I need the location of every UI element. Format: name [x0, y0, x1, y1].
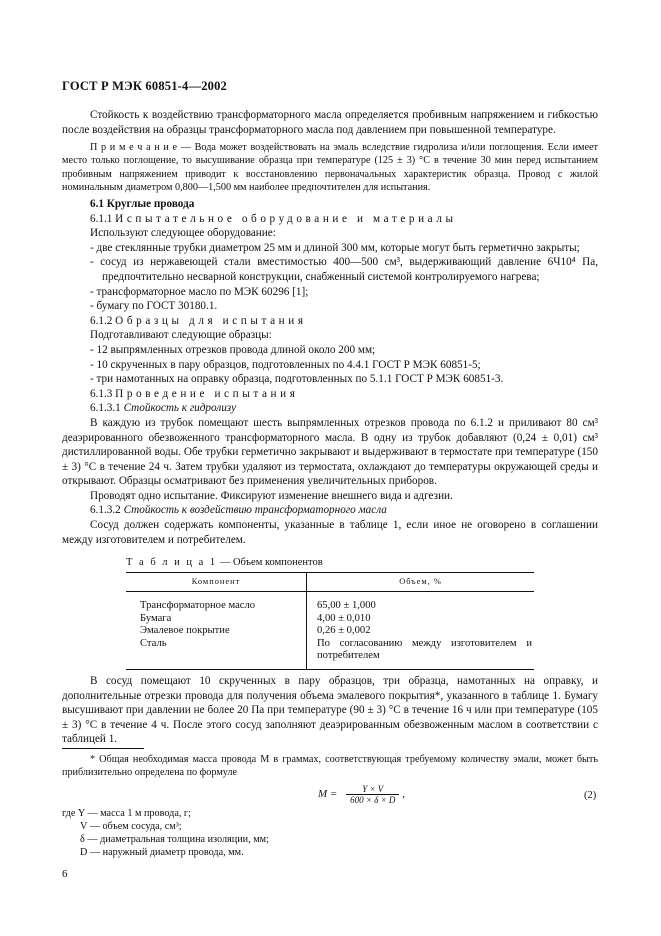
- list-item: - три намотанных на оправку образца, подготовленных по 5.1.1 ГОСТ Р МЭК 60851-3.: [90, 373, 504, 386]
- formula-tail: ,: [402, 788, 405, 801]
- list-item: - 12 выпрямленных отрезков провода длиной около 200 мм;: [90, 343, 376, 356]
- list-item: - две стеклянные трубки диаметром 25 мм и длиной 300 мм, которые могут быть герметично закрыты;: [90, 241, 580, 254]
- formula-numerator: Y × V: [346, 784, 399, 795]
- footnote-text: [62, 753, 598, 780]
- main-text-block: [62, 108, 598, 547]
- table-cell: Эмалевое покрытие: [126, 625, 307, 638]
- section-6-1-3-2-heading: [62, 503, 598, 518]
- table-cell: По согласованию между изготовителем и потребителем: [307, 638, 535, 670]
- section-number: 6.1.3.2: [90, 504, 121, 517]
- section-number: 6.1.2: [90, 314, 113, 327]
- table-cell: 65,00 ± 1,000: [317, 600, 376, 611]
- hydrolysis-paragraph-2: Проводят одно испытание. Фиксируют изменение внешнего вида и адгезии.: [90, 489, 453, 502]
- section-6-1-1-heading: [62, 212, 598, 227]
- table-header-volume: Объем, %: [307, 573, 535, 592]
- formula-lhs: M =: [318, 788, 338, 801]
- page-number: 6: [62, 868, 68, 880]
- table-cell: Трансформаторное масло: [126, 592, 307, 613]
- list-item: - сосуд из нержавеющей стали вместимостью 400—500 см³, выдерживающий давление 6Ч10⁴ Па, предпочтительно несварной конструкции, снабженный системой контролируемого нагрева;: [90, 256, 598, 283]
- section-6-1-3-1-heading: [62, 401, 598, 416]
- legend-item: где Y — масса 1 м провода, г;: [62, 808, 191, 819]
- formula-fraction: [346, 784, 399, 805]
- legend-item: δ — диаметральная толщина изоляции, мм;: [80, 834, 269, 845]
- section-6-1-3-heading: [62, 387, 598, 402]
- table-cell: Бумага: [126, 613, 307, 626]
- list-item: - бумагу по ГОСТ 30180.1.: [90, 300, 218, 313]
- formula-denominator: 600 × δ × D: [350, 795, 396, 805]
- section-6-1-2-heading: [62, 314, 598, 329]
- formula: [318, 784, 405, 805]
- table-cell: 4,00 ± 0,010: [317, 612, 371, 624]
- note-text: Вода может воздействовать на эмаль вследствие гидролиза и/или поглощения. Если имеет место только поглощение, то высушивание образца при температуре (125 ± 3) °С в течение 30 мин перед испытанием пробивным напряжением приводит к восстановлению первоначальных характеристик образца. Провод с жилой номинальным диаметром 0,800—1,500 мм наиболее предпочтителен для испытания.: [62, 142, 598, 193]
- equipment-intro: Используют следующее оборудование:: [90, 227, 276, 240]
- intro-paragraph: Стойкость к воздействию трансформаторного масла определяется пробивным напряжением и гибкостью после воздействия на образцы трансформаторного масла под давлением при повышенной температуре.: [62, 109, 598, 136]
- formula-legend: [62, 807, 598, 859]
- table-row: [126, 592, 534, 613]
- samples-intro: Подготавливают следующие образцы:: [90, 329, 272, 342]
- standard-header: ГОСТ Р МЭК 60851-4—2002: [62, 79, 227, 93]
- after-table-block: [62, 674, 598, 747]
- section-6-1-3-2-title: Стойкость к воздействию трансформаторного масла: [123, 504, 387, 517]
- hydrolysis-paragraph: В каждую из трубок помещают шесть выпрямленных отрезков провода по 6.1.2 и приливают 80 см³ деаэрированного обезвоженного трансформаторного масла. В одну из трубок добавляют (0,24 ± 0,01) см³ дистиллированной воды. Обе трубки герметично закрывают и выдерживают в термостате при температуре (150 ± 3) °С в течение 24 ч. Затем трубки удаляют из термостата, охлаждают до температуры окружающей среды и открывают. Образцы осматривают без применения увеличительных приборов.: [62, 416, 598, 488]
- section-number: 6.1.1: [90, 212, 113, 225]
- section-6-1-1-title: Испытательное оборудование и материалы: [115, 212, 457, 225]
- table-row: [126, 625, 534, 638]
- table-caption-text: — Объем компонентов: [217, 557, 323, 568]
- note-paragraph: [62, 141, 598, 194]
- section-6-1-3-title: Проведение испытания: [115, 387, 299, 400]
- note-label: П р и м е ч а н и е —: [90, 142, 191, 154]
- section-6-1-2-title: Образцы для испытания: [115, 314, 307, 327]
- section-number: 6.1.3.1: [90, 402, 121, 415]
- table-cell: Сталь: [126, 638, 307, 670]
- list-item: - 10 скрученных в пару образцов, подготовленных по 4.4.1 ГОСТ Р МЭК 60851-5;: [90, 358, 481, 371]
- equation-number: (2): [584, 790, 597, 801]
- section-6-1-3-1-title: Стойкость к гидролизу: [123, 402, 237, 415]
- footnote-paragraph: * Общая необходимая масса провода M в граммах, соответствующая требуемому количеству эмали, может быть приблизительно определена по формуле: [62, 754, 598, 779]
- section-6-1-title: 6.1 Круглые провода: [90, 198, 195, 210]
- legend-item: V — объем сосуда, см³;: [80, 821, 182, 832]
- oil-resistance-paragraph: Сосуд должен содержать компоненты, указанные в таблице 1, если иное не оговорено в соглашении между изготовителем и потребителем.: [62, 519, 598, 546]
- footnote-divider: [62, 748, 144, 749]
- section-number: 6.1.3: [90, 387, 113, 400]
- components-table: [126, 572, 534, 670]
- table-caption: [126, 557, 323, 568]
- after-table-paragraph: В сосуд помещают 10 скрученных в пару образцов, три образца, намотанных на оправку, и дополнительные отрезки провода для получения объема эмалевого покрытия*, указанного в таблице 1. Бумагу высушивают при давлении не более 20 Па при температуре (90 ± 3) °С в течение 16 ч или при температуре (105 ± 3) °С в течение 4 ч. После этого сосуд заполняют деаэрированным обезвоженным маслом в соответствии с таблицей 1.: [62, 675, 598, 746]
- table-row: [126, 638, 534, 670]
- list-item: - трансформаторное масло по МЭК 60296 [1];: [90, 285, 309, 298]
- table-caption-label: Т а б л и ц а 1: [126, 557, 218, 568]
- table-cell: 0,26 ± 0,002: [317, 625, 371, 637]
- table-row: [126, 613, 534, 626]
- table-header-component: Компонент: [126, 573, 307, 592]
- legend-item: D — наружный диаметр провода, мм.: [80, 847, 244, 858]
